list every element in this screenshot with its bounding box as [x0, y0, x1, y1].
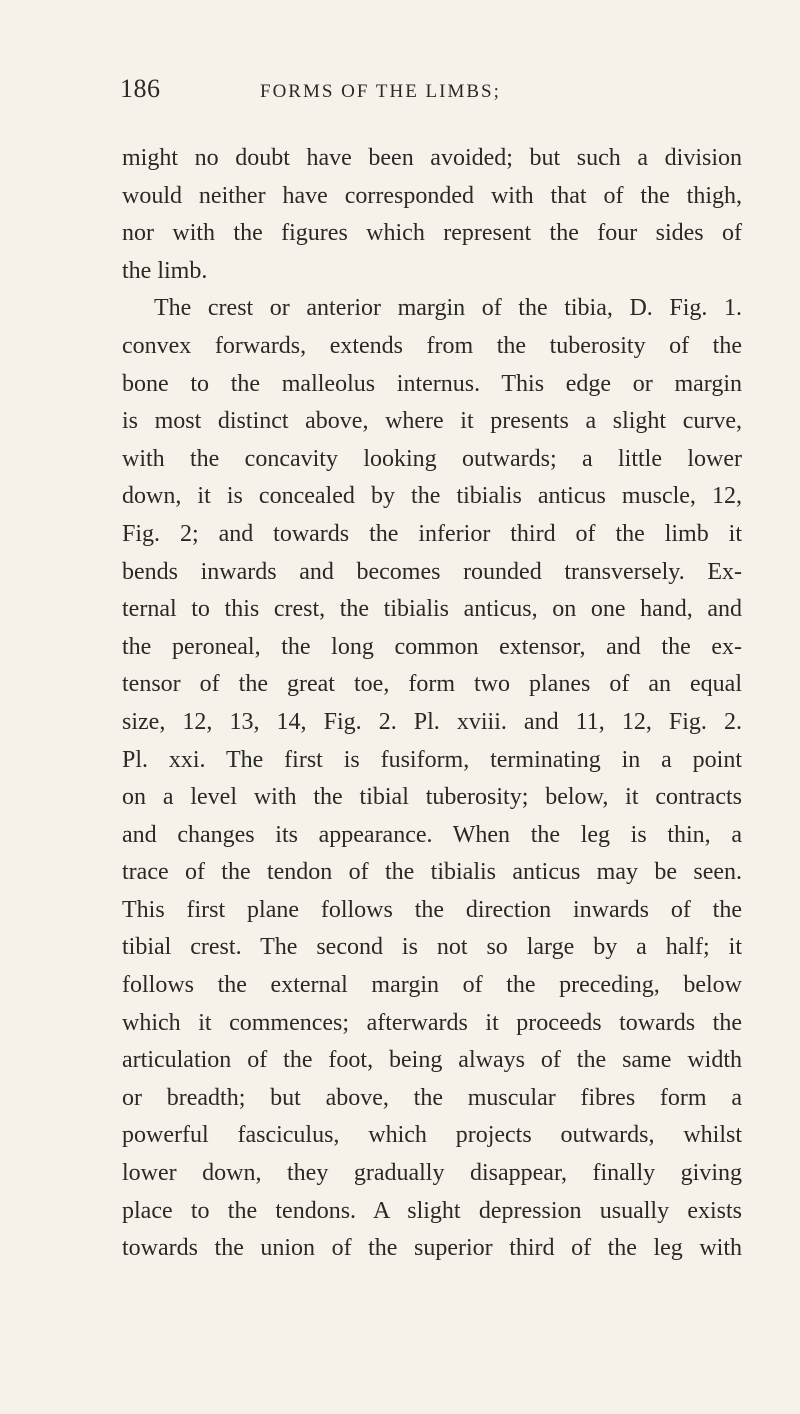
- text-line: on a level with the tibial tuberosity; below, it contracts: [122, 784, 742, 811]
- text-line: This first plane follows the direction inwards of the: [122, 896, 742, 923]
- text-line: the limb.: [122, 257, 208, 284]
- text-line: follows the external margin of the preceding, below: [122, 972, 742, 999]
- text-line: The crest or anterior margin of the tibia, D. Fig. 1.: [154, 295, 742, 322]
- text-line: or breadth; but above, the muscular fibres form a: [122, 1084, 742, 1111]
- text-line: tibial crest. The second is not so large by a half; it: [122, 934, 742, 961]
- text-line: bone to the malleolus internus. This edge or margin: [122, 370, 742, 397]
- text-line: tensor of the great toe, form two planes of an equal: [122, 671, 742, 698]
- text-line: trace of the tendon of the tibialis anticus may be seen.: [122, 859, 742, 886]
- text-line: with the concavity looking outwards; a little lower: [122, 445, 742, 472]
- body-text: [122, 140, 742, 1268]
- page-number: 186: [120, 74, 161, 103]
- text-line: the peroneal, the long common extensor, and the ex-: [122, 633, 742, 660]
- text-line: Fig. 2; and towards the inferior third of the limb it: [122, 520, 742, 547]
- text-line: powerful fasciculus, which projects outwards, whilst: [122, 1122, 742, 1149]
- text-line: bends inwards and becomes rounded transversely. Ex-: [122, 558, 742, 585]
- text-line: towards the union of the superior third of the leg with: [122, 1235, 742, 1262]
- text-line: which it commences; afterwards it proceeds towards the: [122, 1009, 742, 1036]
- text-line: would neither have corresponded with that of the thigh,: [122, 182, 742, 209]
- text-line: Pl. xxi. The first is fusiform, terminating in a point: [122, 746, 742, 773]
- text-line: convex forwards, extends from the tuberosity of the: [122, 332, 742, 359]
- text-line: ternal to this crest, the tibialis anticus, on one hand, and: [122, 596, 742, 623]
- text-line: nor with the figures which represent the four sides of: [122, 220, 742, 247]
- text-line: and changes its appearance. When the leg is thin, a: [122, 821, 742, 848]
- text-line: is most distinct above, where it presents a slight curve,: [122, 408, 742, 435]
- text-line: down, it is concealed by the tibialis anticus muscle, 12,: [122, 483, 742, 510]
- text-line: might no doubt have been avoided; but such a division: [122, 145, 742, 171]
- text-line: lower down, they gradually disappear, finally giving: [122, 1160, 742, 1187]
- text-line: size, 12, 13, 14, Fig. 2. Pl. xviii. and 11, 12, Fig. 2.: [122, 708, 742, 735]
- text-line: articulation of the foot, being always of the same width: [122, 1047, 742, 1074]
- text-line: place to the tendons. A slight depression usually exists: [122, 1197, 742, 1224]
- running-head: FORMS OF THE LIMBS;: [260, 81, 501, 102]
